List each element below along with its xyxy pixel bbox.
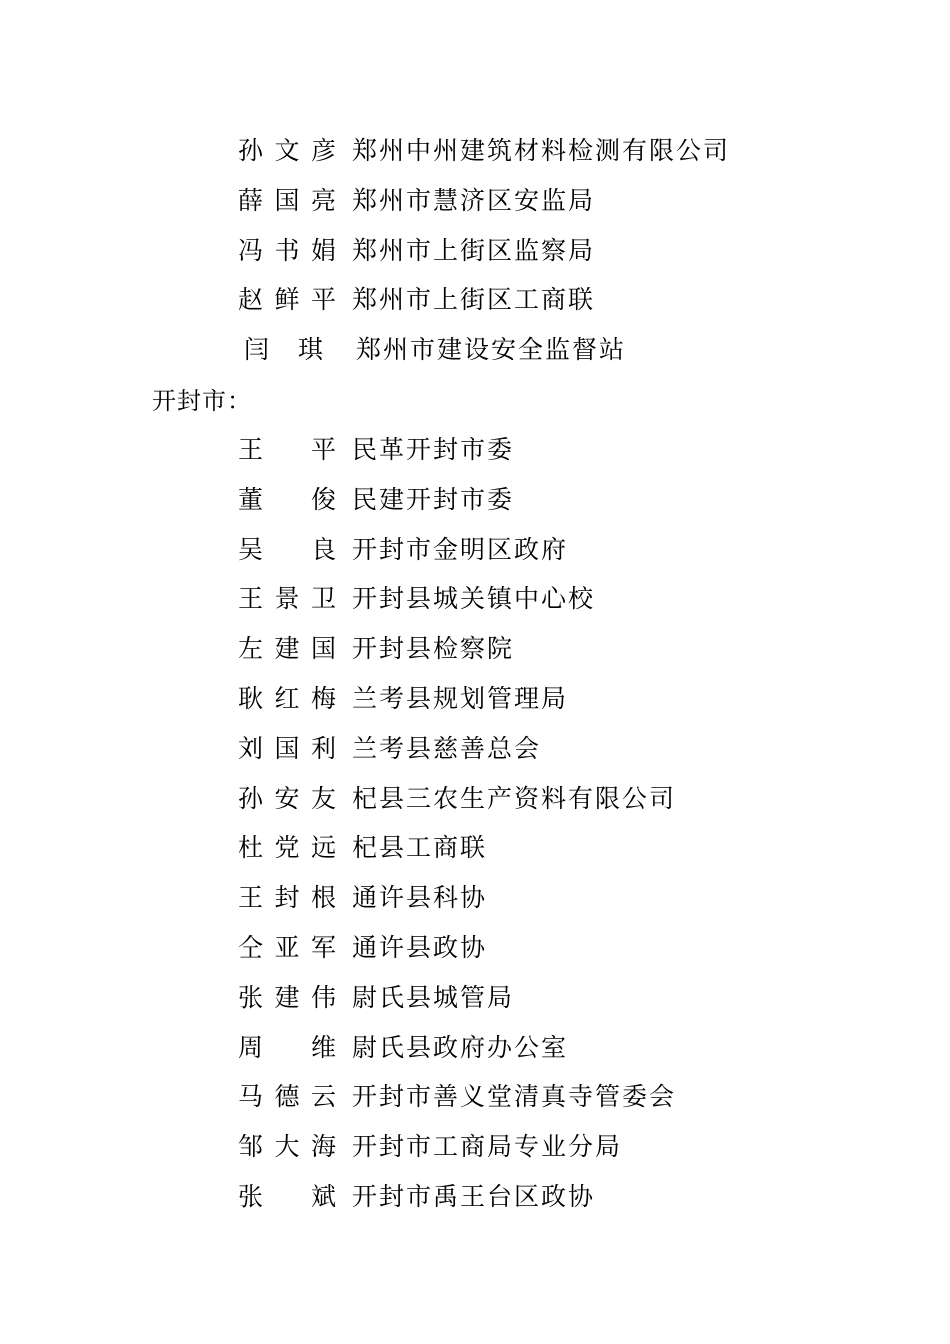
name-character: 仝	[238, 932, 266, 962]
name-character: 薛	[238, 185, 266, 215]
name-character: 友	[310, 783, 338, 813]
list-item	[0, 275, 950, 325]
person-name	[238, 724, 338, 774]
organization: 杞县工商联	[352, 833, 488, 863]
organization: 通许县科协	[352, 883, 488, 913]
list-item	[0, 873, 950, 923]
name-character: 建	[274, 982, 302, 1012]
organization: 郑州市慧济区安监局	[352, 185, 596, 215]
name-character: 国	[274, 733, 302, 763]
name-character: 利	[310, 733, 338, 763]
list-item	[0, 1172, 950, 1222]
list-item	[0, 923, 950, 973]
person-name	[238, 525, 338, 575]
name-character: 王	[238, 584, 266, 614]
organization: 兰考县规划管理局	[352, 683, 569, 713]
name-character: 文	[274, 136, 302, 165]
organization: 民建开封市委	[352, 484, 515, 514]
organization: 民革开封市委	[352, 435, 515, 464]
name-character: 斌	[310, 1181, 338, 1211]
list-item	[0, 126, 950, 176]
name-character: 国	[310, 634, 338, 664]
person-name	[238, 176, 338, 226]
list-item	[0, 973, 950, 1023]
organization: 开封市工商局专业分局	[352, 1132, 623, 1162]
person-name	[238, 475, 338, 525]
section-heading-kaifeng: 开封市：	[152, 387, 252, 415]
name-character: 张	[238, 1181, 266, 1211]
name-character: 维	[310, 1032, 338, 1062]
list-item	[0, 226, 950, 276]
name-character: 党	[274, 833, 302, 863]
list-item	[0, 674, 950, 724]
list-item	[0, 1122, 950, 1172]
name-character: 孙	[238, 136, 266, 165]
person-name	[238, 1023, 338, 1073]
name-character: 琪	[298, 335, 326, 365]
list-item	[0, 774, 950, 824]
name-character: 左	[238, 634, 266, 664]
organization: 兰考县慈善总会	[352, 733, 542, 763]
name-character: 吴	[238, 534, 266, 564]
organization: 郑州市上街区工商联	[352, 285, 596, 315]
name-character: 伟	[310, 982, 338, 1012]
name-character: 邹	[238, 1132, 266, 1162]
name-character: 安	[274, 783, 302, 813]
person-name	[238, 126, 338, 176]
name-character: 周	[238, 1032, 266, 1062]
name-character: 红	[274, 683, 302, 713]
name-character	[274, 475, 301, 525]
name-character: 建	[274, 634, 302, 664]
list-item	[0, 425, 950, 475]
name-character: 彦	[310, 136, 338, 165]
organization: 开封县城关镇中心校	[352, 584, 596, 614]
name-character	[274, 525, 301, 575]
name-character: 孙	[238, 783, 266, 813]
name-character: 平	[310, 435, 338, 464]
person-name	[244, 325, 326, 375]
name-character: 良	[310, 534, 338, 564]
list-item	[0, 724, 950, 774]
name-character	[274, 1172, 301, 1222]
name-character: 根	[310, 883, 338, 913]
organization: 尉氏县城管局	[352, 982, 515, 1012]
list-item	[0, 823, 950, 873]
person-name	[238, 973, 338, 1023]
name-character: 俊	[310, 484, 338, 514]
name-character: 王	[238, 883, 266, 913]
name-character: 董	[238, 484, 266, 514]
organization: 郑州市上街区监察局	[352, 235, 596, 265]
name-character: 杜	[238, 833, 266, 863]
name-character: 平	[310, 285, 338, 315]
name-character: 王	[238, 435, 266, 464]
name-character: 梅	[310, 683, 338, 713]
zhengzhou-list	[0, 126, 950, 375]
name-character: 军	[310, 932, 338, 962]
person-name	[238, 1172, 338, 1222]
person-name	[238, 674, 338, 724]
name-character: 亮	[310, 185, 338, 215]
name-character: 张	[238, 982, 266, 1012]
name-character: 景	[274, 584, 302, 614]
list-item	[0, 624, 950, 674]
name-character	[271, 325, 298, 375]
name-character: 德	[274, 1082, 302, 1112]
name-character	[274, 1023, 301, 1073]
name-character: 鲜	[274, 285, 302, 315]
organization: 开封市金明区政府	[352, 534, 569, 564]
name-character: 冯	[238, 235, 266, 265]
kaifeng-list	[0, 425, 950, 1222]
list-item	[0, 1023, 950, 1073]
person-name	[238, 275, 338, 325]
person-name	[238, 823, 338, 873]
list-item	[0, 525, 950, 575]
name-character	[274, 425, 301, 475]
name-character: 云	[310, 1082, 338, 1112]
organization: 郑州市建设安全监督站	[356, 335, 627, 365]
person-name	[238, 923, 338, 973]
name-character: 赵	[238, 285, 266, 315]
name-character: 闫	[244, 335, 272, 365]
name-character: 国	[274, 185, 302, 215]
person-name	[238, 774, 338, 824]
person-name	[238, 425, 338, 475]
name-character: 刘	[238, 733, 266, 763]
name-character: 海	[310, 1132, 338, 1162]
organization: 开封县检察院	[352, 634, 515, 664]
person-name	[238, 1072, 338, 1122]
name-character: 娟	[310, 235, 338, 265]
person-name	[238, 1122, 338, 1172]
list-item	[0, 1072, 950, 1122]
organization: 郑州中州建筑材料检测有限公司	[352, 136, 731, 165]
organization: 开封市禹王台区政协	[352, 1181, 596, 1211]
name-character: 卫	[310, 584, 338, 614]
organization: 通许县政协	[352, 932, 488, 962]
name-character: 马	[238, 1082, 266, 1112]
person-name	[238, 574, 338, 624]
name-character: 耿	[238, 683, 266, 713]
name-character: 书	[274, 235, 302, 265]
organization: 尉氏县政府办公室	[352, 1032, 569, 1062]
person-name	[238, 624, 338, 674]
name-character: 大	[274, 1132, 302, 1162]
list-item	[0, 574, 950, 624]
name-character: 远	[310, 833, 338, 863]
list-item	[0, 176, 950, 226]
name-character: 亚	[274, 932, 302, 962]
name-character: 封	[274, 883, 302, 913]
organization: 开封市善义堂清真寺管委会	[352, 1082, 677, 1112]
person-name	[238, 873, 338, 923]
list-item	[0, 475, 950, 525]
organization: 杞县三农生产资料有限公司	[352, 783, 677, 813]
list-item	[0, 325, 950, 375]
person-name	[238, 226, 338, 276]
